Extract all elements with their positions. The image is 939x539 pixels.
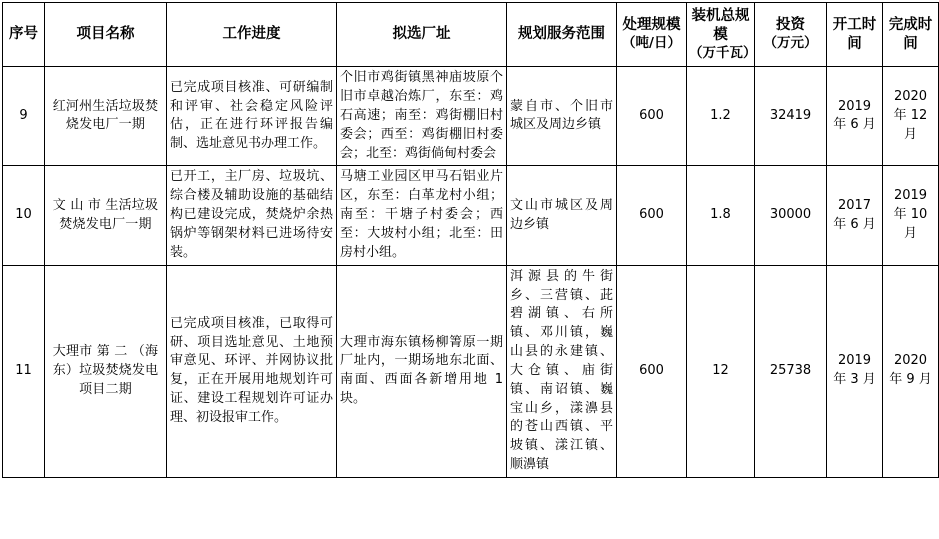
- cell-project-name: 红河州生活垃圾焚烧发电厂一期: [45, 67, 167, 166]
- cell-investment: 32419: [755, 67, 827, 166]
- header-service-scope: [507, 3, 617, 67]
- cell-investment: 30000: [755, 166, 827, 265]
- table-row: [3, 166, 939, 265]
- table-row: [3, 265, 939, 477]
- cell-installed-capacity: 12: [687, 265, 755, 477]
- cell-capacity: 600: [617, 166, 687, 265]
- cell-progress: 已完成项目核准、可研编制和评审、社会稳定风险评估，正在进行环评报告编制、选址意见书办理工作。: [167, 67, 337, 166]
- cell-site: 大理市海东镇杨柳箐原一期厂址内，一期场地东北面、南面、西面各新增用地 1 块。: [337, 265, 507, 477]
- header-start-time-label: 开工时间: [832, 16, 877, 52]
- cell-finish-time: 2020 年 9 月: [883, 265, 939, 477]
- header-installed-capacity-unit: （万千瓦）: [689, 44, 757, 61]
- cell-finish-time: 2020 年 12 月: [883, 67, 939, 166]
- header-capacity-label: 处理规模: [622, 17, 681, 34]
- cell-finish-time: 2019 年 10 月: [883, 166, 939, 265]
- cell-start-time: 2019 年 3 月: [827, 265, 883, 477]
- cell-start-time: 2017 年 6 月: [827, 166, 883, 265]
- header-project-name-label: 项目名称: [76, 26, 135, 43]
- header-finish-time: [883, 3, 939, 67]
- header-investment-unit: （万元）: [763, 35, 818, 52]
- cell-seq: 10: [3, 166, 45, 265]
- cell-start-time: 2019 年 6 月: [827, 67, 883, 166]
- table-row: [3, 67, 939, 166]
- cell-progress: 已开工，主厂房、垃圾坑、综合楼及辅助设施的基础结构已建设完成，焚烧炉余热锅炉等钢架材料已进场待安装。: [167, 166, 337, 265]
- header-investment: [755, 3, 827, 67]
- cell-project-name: 文 山 市 生活垃圾焚烧发电厂一期: [45, 166, 167, 265]
- cell-installed-capacity: 1.2: [687, 67, 755, 166]
- header-seq-label: 序号: [9, 26, 38, 43]
- header-capacity: [617, 3, 687, 67]
- table-header-row: [3, 3, 939, 67]
- cell-service-scope: 洱源县的牛街乡、三营镇、茈碧湖镇、右所镇、邓川镇，巍山县的永建镇、大仓镇、庙街镇、南诏镇、巍宝山乡，漾濞县的苍山西镇、平坡镇、漾江镇、顺濞镇: [507, 265, 617, 477]
- cell-investment: 25738: [755, 265, 827, 477]
- cell-capacity: 600: [617, 67, 687, 166]
- cell-project-name: 大理市 第 二 （海东）垃圾焚烧发电项目二期: [45, 265, 167, 477]
- header-finish-time-label: 完成时间: [888, 16, 933, 52]
- header-site: [337, 3, 507, 67]
- header-installed-capacity-label: 装机总规模: [691, 8, 750, 43]
- header-installed-capacity: [687, 3, 755, 67]
- header-capacity-unit: （吨/日）: [622, 35, 681, 52]
- header-investment-label: 投资: [776, 17, 805, 34]
- cell-service-scope: 蒙自市、个旧市城区及周边乡镇: [507, 67, 617, 166]
- header-project-name: [45, 3, 167, 67]
- header-site-label: 拟选厂址: [392, 26, 451, 43]
- cell-installed-capacity: 1.8: [687, 166, 755, 265]
- cell-site: 马塘工业园区甲马石铝业片区，东至：白革龙村小组；南至：干塘子村委会；西至：大坡村小组；北至：田房村小组。: [337, 166, 507, 265]
- header-service-scope-label: 规划服务范围: [518, 26, 605, 43]
- cell-seq: 11: [3, 265, 45, 477]
- header-seq: [3, 3, 45, 67]
- cell-site: 个旧市鸡街镇黑神庙坡原个旧市卓越冶炼厂，东至：鸡石高速；南至：鸡街棚旧村委会；西至：鸡街棚旧村委会；北至：鸡街倘甸村委会: [337, 67, 507, 166]
- project-schedule-table: [2, 2, 939, 478]
- header-start-time: [827, 3, 883, 67]
- cell-capacity: 600: [617, 265, 687, 477]
- header-progress-label: 工作进度: [222, 26, 281, 43]
- cell-service-scope: 文山市城区及周边乡镇: [507, 166, 617, 265]
- cell-progress: 已完成项目核准，已取得可研、项目选址意见、土地预审意见、环评、并网协议批复，正在开展用地规划许可证、建设工程规划许可证办理、初设报审工作。: [167, 265, 337, 477]
- cell-seq: 9: [3, 67, 45, 166]
- header-progress: [167, 3, 337, 67]
